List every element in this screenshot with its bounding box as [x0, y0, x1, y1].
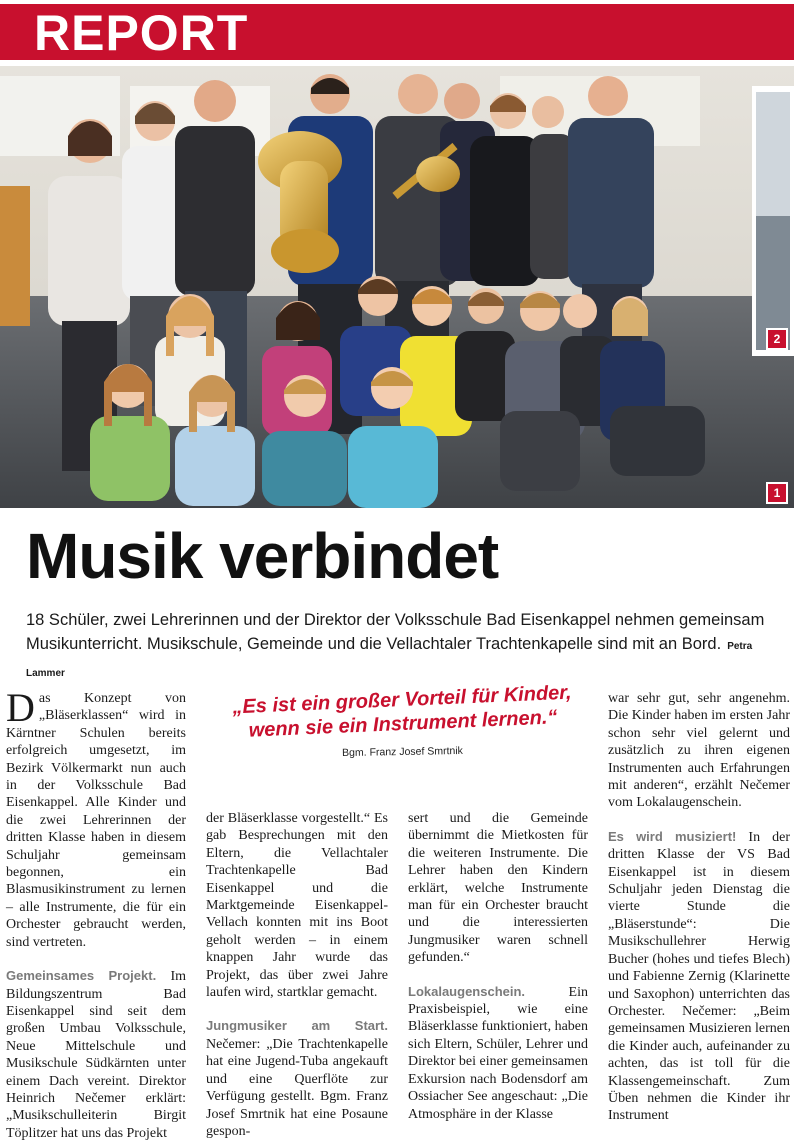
col2-paragraph-2: Nečemer: „Die Trachtenkapelle hat eine Jugend-Tuba angekauft und eine Querflöte zur Verfügung gestellt. Bgm. Franz Josef Smrtnik hat eine Posaune gespon- [206, 1036, 388, 1139]
col3-paragraph-1: sert und die Gemeinde übernimmt die Mietkosten für die weiteren Instrumente. Die Lehrer haben den Kindern erklärt, welche Instrumente man für ein Orchester braucht und die interessierten Jungmusiker waren schnell gefunden.“ [408, 811, 588, 966]
section-title: REPORT [34, 5, 249, 61]
article-lead [26, 608, 776, 686]
article-column-4 [608, 690, 790, 1125]
photo-number-badge: 1 [766, 482, 788, 504]
article-headline: Musik verbindet [26, 520, 499, 592]
col3-paragraph-2: Ein Praxisbeispiel, wie eine Bläserklasse funktioniert, haben sich Eltern, Schüler, Lehrer und Direktor bei einer gemeinsamen Exkursion nach Bodensdorf am Ossiacher See angeschaut: „Die Atmosphäre in der Klasse [408, 984, 589, 1122]
col4-paragraph-2: In der dritten Klasse der VS Bad Eisenkappel ist in diesem Schuljahr jeden Dienstag die vierte Stunde die „Bläserstunde“: Die Musikschullehrer Herwig Bucher (hohes und tiefes Blech) und Fabienne Zernig (Klarinette und Saxophon) unterrichten das Orchester. Nečemer: „Beim gemeinsamen Musizieren lernen die Kinder auch, aufeinander zu achten, das ist toll für die Klassengemeinschaft. Zum Üben nehmen die Kinder ihr Instrument [608, 829, 790, 1124]
lead-text: 18 Schüler, zwei Lehrerinnen und der Direktor der Volksschule Bad Eisenkappel nehmen gemeinsam Musikunterricht. Musikschule, Gemeinde und die Vellachtaler Trachtenkapelle sind mit an Bord. [26, 611, 765, 653]
col1-paragraph-1: as Konzept von „Bläserklassen“ wird in Kärntner Schulen bereits erfolgreich umgesetzt, im Bezirk Völkermarkt nun auch in der Volksschule Bad Eisenkappel. Alle Kinder und die zwei Lehrerinnen der dritten Klasse haben in diesem Schuljahr gemeinsam begonnen, ein Blasmusikinstrument zu lernen – alle Instrumente, die für ein Orchester gebraucht werden, sind vertreten. [6, 691, 186, 950]
pull-quote-text: „Es ist ein großer Vorteil für Kinder, wenn sie ein Instrument lernen.“ [231, 681, 572, 742]
article-column-2 [206, 810, 388, 1140]
report-banner [0, 0, 794, 64]
pull-quote-author: Bgm. Franz Josef Smrtnik [342, 744, 463, 760]
subhead-gemeinsames-projekt: Gemeinsames Projekt. [6, 968, 157, 984]
col1-paragraph-2: Im Bildungszentrum Bad Eisenkappel sind seit dem großen Umbau Volksschule, Neue Mittelschule und Musikschule Südkärnten unter einem Dach vereint. Direktor Heinrich Nečemer erklärt: „Musikschulleiterin Birgit Töplitzer hat uns das Projekt [6, 969, 186, 1141]
col2-paragraph-1: der Bläserklasse vorgestellt.“ Es gab Besprechungen mit den Eltern, die Vellachtaler Trachtenkapelle Bad Eisenkappel und die Marktgemeinde Eisenkappel-Vellach konnten mit ins Boot geholt werden – in einem knappen Jahr wurde das Projekt, das über zwei Jahre laufen wird, startklar gemacht. [206, 811, 388, 1001]
article-column-1 [6, 685, 186, 1142]
author-byline: Petra Lammer [26, 641, 753, 679]
subhead-lokalaugenschein: Lokalaugenschein. [408, 983, 526, 999]
col4-paragraph-1: war sehr gut, sehr angenehm. Die Kinder haben im ersten Jahr schon sehr viel gelernt und zusätzlich zu ihren eigenen Instrumenten auch Erfahrungen mit anderen“, erzählt Nečemer vom Lokalaugenschein. [608, 691, 790, 811]
pull-quote [210, 681, 595, 760]
group-photo [0, 66, 794, 508]
banner-bar [0, 4, 794, 60]
side-photo-number-badge: 2 [766, 328, 788, 350]
drop-cap: D [6, 685, 35, 730]
group-photo-illustration [0, 66, 794, 508]
subhead-jungmusiker: Jungmusiker am Start. [206, 1018, 388, 1034]
article-column-3 [408, 810, 588, 1123]
subhead-es-wird-musiziert: Es wird musiziert! [608, 828, 737, 844]
